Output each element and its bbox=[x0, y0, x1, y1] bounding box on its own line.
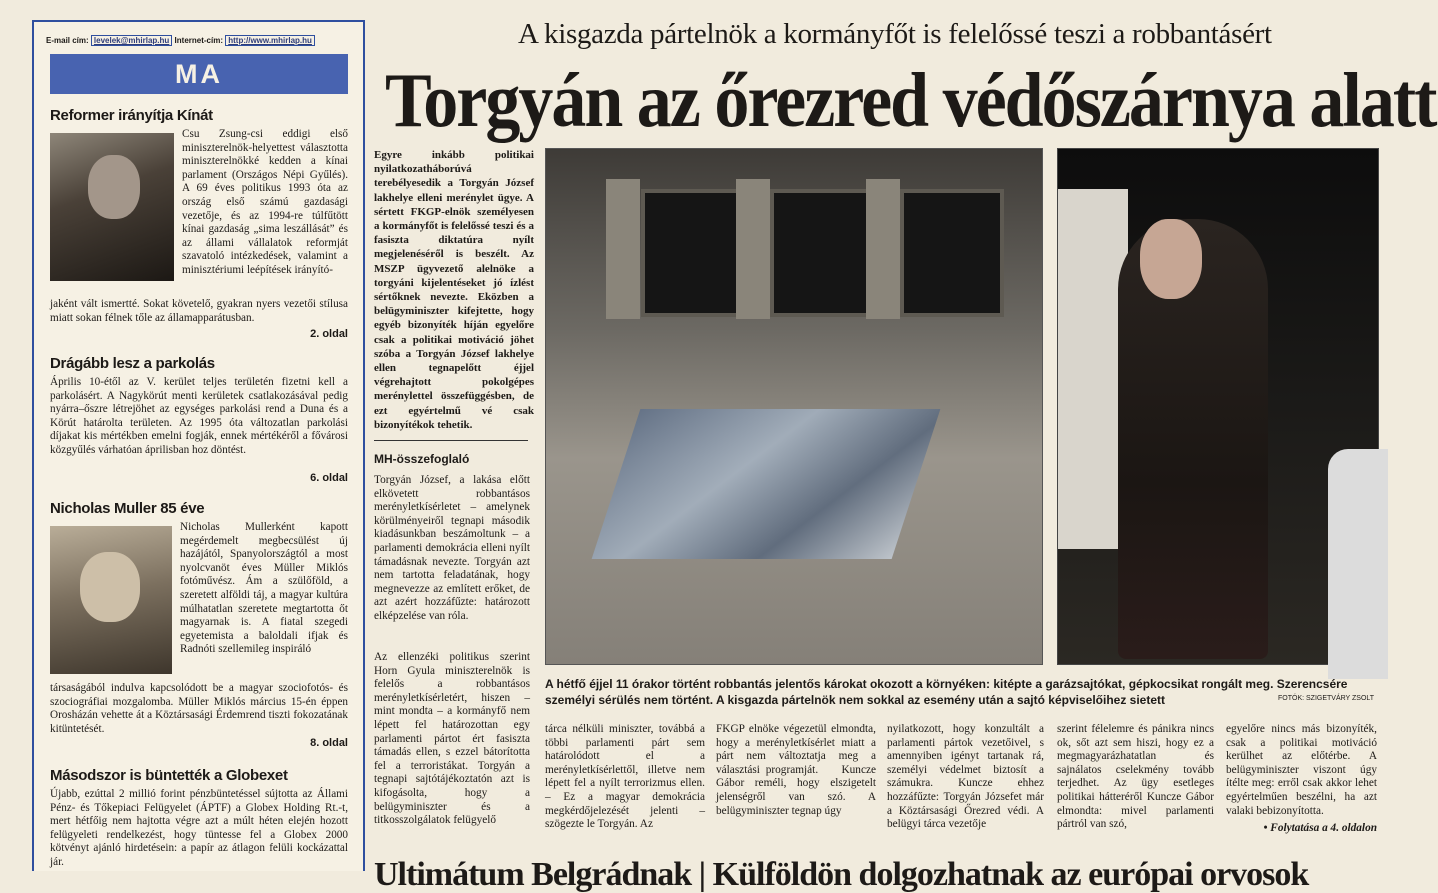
photo-element bbox=[1328, 449, 1388, 679]
photo-caption: A hétfő éjjel 11 órakor történt robbantás jelentős károkat okozott a környéken: kitépte a garázsajtókat, gépkocsikat rongált meg. Szerencsére személyi sérülés nem történt. A kisgazda pártelnök nem sokkal az esemény után a sajtó képviselőihez sietett bbox=[545, 677, 1348, 707]
article-title: Drágább lesz a parkolás bbox=[50, 355, 215, 372]
section-title: MA bbox=[50, 54, 348, 94]
explosion-damage-photo bbox=[545, 148, 1043, 665]
body-text: Torgyán József, a lakása előtt elkövetett robbantásos merényletkísérletet – amelynek körülményeiről tegnapi második kiadásunkban beszámoltunk – a parlamenti demokrácia elleni nyílt támadásnak nevezte. Torgyán azt nem tartotta feladatának, hogy megnevezze az említett erőket, de azt azért hozzáfűzte: határozott elképzelése van róla. bbox=[374, 474, 530, 622]
portrait-photo bbox=[50, 133, 174, 281]
photo-element bbox=[606, 179, 640, 319]
email-label: E-mail cím: bbox=[46, 36, 89, 45]
article-title: Reformer irányítja Kínát bbox=[50, 107, 213, 124]
email-link[interactable]: levelek@mhirlap.hu bbox=[91, 35, 172, 46]
body-text: szerint félelemre és pánikra nincs ok, sőt azt sem hiszi, hogy ez a megmagyarázhatatlan és sajnálatos cselekmény tovább terjedhet. Az ügy esetleges politikai hátteréről Kuncze Gábor elmondta: mivel parlamenti pártról van szó, bbox=[1057, 723, 1214, 831]
continuation-note: • Folytatása a 4. oldalon bbox=[1263, 822, 1377, 834]
article-text: Nicholas Mullerként kapott megérdemelt megbecsülést új hazájától, Spanyolországtól a most nyolcvanöt éves Müller Miklós fotóművész. Ám a szülőföld, a szeretett alföldi táj, a magyar kultúra múlhatatlan szeretete megtartotta őt magyarnak is. A fiatal szegedi egyetemista a baloldali ifjak és Radnóti szellemileg inspiráló bbox=[180, 521, 348, 656]
body-text: Az ellenzéki politikus szerint Horn Gyula miniszterelnök is felelős a robbantásos merényletkísérletért, hiszen – mint mondta – a kormányfő nem lépett fel határozottan egy parlamenti pártot ért fasiszta támadás ellen, s ezzel bátorította fel a terroristákat. Torgyán a tegnapi sajtótájékoztatón azt is kifogásolta, hogy a belügyminiszter és a titkosszolgálatok felügyelő bbox=[374, 651, 530, 827]
summary-heading: MH-összefoglaló bbox=[374, 452, 470, 466]
ma-sidebar bbox=[32, 20, 365, 871]
kicker-headline: A kisgazda pártelnök a kormányfőt is felelőssé teszi a robbantásért bbox=[518, 18, 1272, 50]
page-reference: 6. oldal bbox=[310, 472, 348, 484]
body-text: tárca nélküli miniszter, továbbá a többi parlamenti párt sem határolódott el a merényletkísérlettől, illetve nem lépett fel a nyílt terrorizmus ellen. – Ez a magyar demokrácia megkérdőjelezését jelenti – szögezte le Torgyán. Az bbox=[545, 723, 705, 831]
url-link[interactable]: http://www.mhirlap.hu bbox=[225, 35, 315, 46]
article-text: Újabb, ezúttal 2 millió forint pénzbüntetéssel sújtotta az Állami Pénz- és Tőkepiaci Felügyelet (ÁPTF) a Globex Holding Rt.-t, mert hétfőig nem hajtotta végre azt a múlt héten elején hozott felügyeleti rendelkezést, hogy tüntesse fel a Globex 2000 kötvényt ajánló hirdetésein: a papír az átlagon felüli kockázattal jár. bbox=[50, 788, 348, 868]
article-title: Nicholas Muller 85 éve bbox=[50, 500, 205, 517]
photo-credit: FOTÓK: SZIGETVÁRY ZSOLT bbox=[1278, 695, 1375, 702]
article-text: Csu Zsung-csi eddigi első miniszterelnök-helyettest választotta miniszterelnökké kedden a kínai parlament (Országos Népi Gyűlés). A 69 éves politikus 1993 óta az ország első számú gazdasági vezetője, és az 1994-re túlfűtött kínai gazdaság „sima leszállását” és az állami vállalatok reformját szavatoló intézkedések, valamint a minisztériumi leépítések irányító- bbox=[182, 128, 348, 276]
body-text: nyilatkozott, hogy konzultált a parlamenti pártok vezetőivel, s amennyiben igényt tartanak rá, személyi védelmet biztosít a számukra. Kuncze ehhez hozzáfűzte: Torgyán Józsefet már a Köztársasági Őrezred védi. A belügyi tárca vezetője bbox=[887, 723, 1044, 831]
divider bbox=[374, 440, 528, 441]
contact-line bbox=[46, 36, 356, 45]
next-headline: Ultimátum Belgrádnak | Külföldön dolgozhatnak az európai orvosok bbox=[374, 856, 1309, 893]
photo-element bbox=[866, 179, 900, 319]
next-headline-strip bbox=[374, 852, 1384, 893]
body-text: FKGP elnöke végezetül elmondta, hogy a merényletkísérlet miatt a párt nem változtatja meg a választási programját. Kuncze Gábor reméli, hogy elszigetelt jelenségről van szó. A belügyminiszter tegnap úgy bbox=[716, 723, 876, 817]
main-headline: Torgyán az őrezred védőszárnya alatt bbox=[385, 59, 1436, 144]
portrait-face bbox=[88, 155, 140, 219]
page-reference: 2. oldal bbox=[310, 328, 348, 340]
torgyan-photo bbox=[1057, 148, 1379, 665]
photo-element bbox=[592, 409, 941, 559]
photo-element bbox=[1140, 219, 1202, 299]
article-title: Másodszor is büntették a Globexet bbox=[50, 767, 288, 784]
portrait-photo bbox=[50, 526, 172, 674]
article-text-continued: társaságából indulva kapcsolódott be a magyar szociofotós- és szociográfiai mozgalomba. Müller Miklós március 15-én éppen Orosházán vehette át a Köztársasági Érdemrend tiszti fokozatának kitüntetését. bbox=[50, 682, 348, 735]
article-text: Április 10-étől az V. kerület teljes területén fizetni kell a parkolásért. A Nagykörút menti kerületek csatlakozásával pedig nyárra–őszre létrejöhet az egységes parkolási rend a Duna és a Körút határolta területen. Az 1995 óta változatlan parkolási díjakat kis mértékben emelni fogják, ennek mértékéről a fővárosi közgyűlés várhatóan áprilisban hoz döntést. bbox=[50, 376, 348, 456]
photo-element bbox=[641, 189, 745, 317]
internet-label: Internet-cím: bbox=[174, 36, 223, 45]
photo-element bbox=[770, 189, 874, 317]
portrait-face bbox=[80, 552, 140, 622]
photo-element bbox=[900, 189, 1004, 317]
page-reference: 8. oldal bbox=[310, 737, 348, 749]
photo-element bbox=[736, 179, 770, 319]
article-text-continued: jaként vált ismertté. Sokat követelő, gyakran nyers vezetői stílusa miatt sokan félnek tőle az államapparátusban. bbox=[50, 298, 348, 324]
lead-paragraph: Egyre inkább politikai nyilatkozatháborúvá terebélyesedik a Torgyán József lakhelye elleni merénylet ügye. A sértett FKGP-elnök személyesen a kormányfőt is felelőssé teszi és a fasiszta diktatúra nyílt megjelenéséről is beszélt. Az MSZP ügyvezető alelnöke a torgyáni kijelentéseket jó ízlést sértőknek nevezte. Eközben a belügyminiszter kifejtette, hogy egyéb bizonyíték híján egyelőre csak a politikai motiváció jöhet szóba a Torgyán József lakhelye ellen tegnapelőtt éjjel végrehajtott pokolgépes merénylettel összefüggésben, de ezt egyértelmű vé csak bizonyítékok tehetik. bbox=[374, 149, 534, 431]
body-text: egyelőre nincs más bizonyíték, csak a politikai motiváció kerülhet az előtérbe. A belügyminiszter viszont úgy ítélte meg: erről csak akkor lehet egyértelműen beszélni, ha azt valaki bebizonyította. bbox=[1226, 723, 1377, 817]
